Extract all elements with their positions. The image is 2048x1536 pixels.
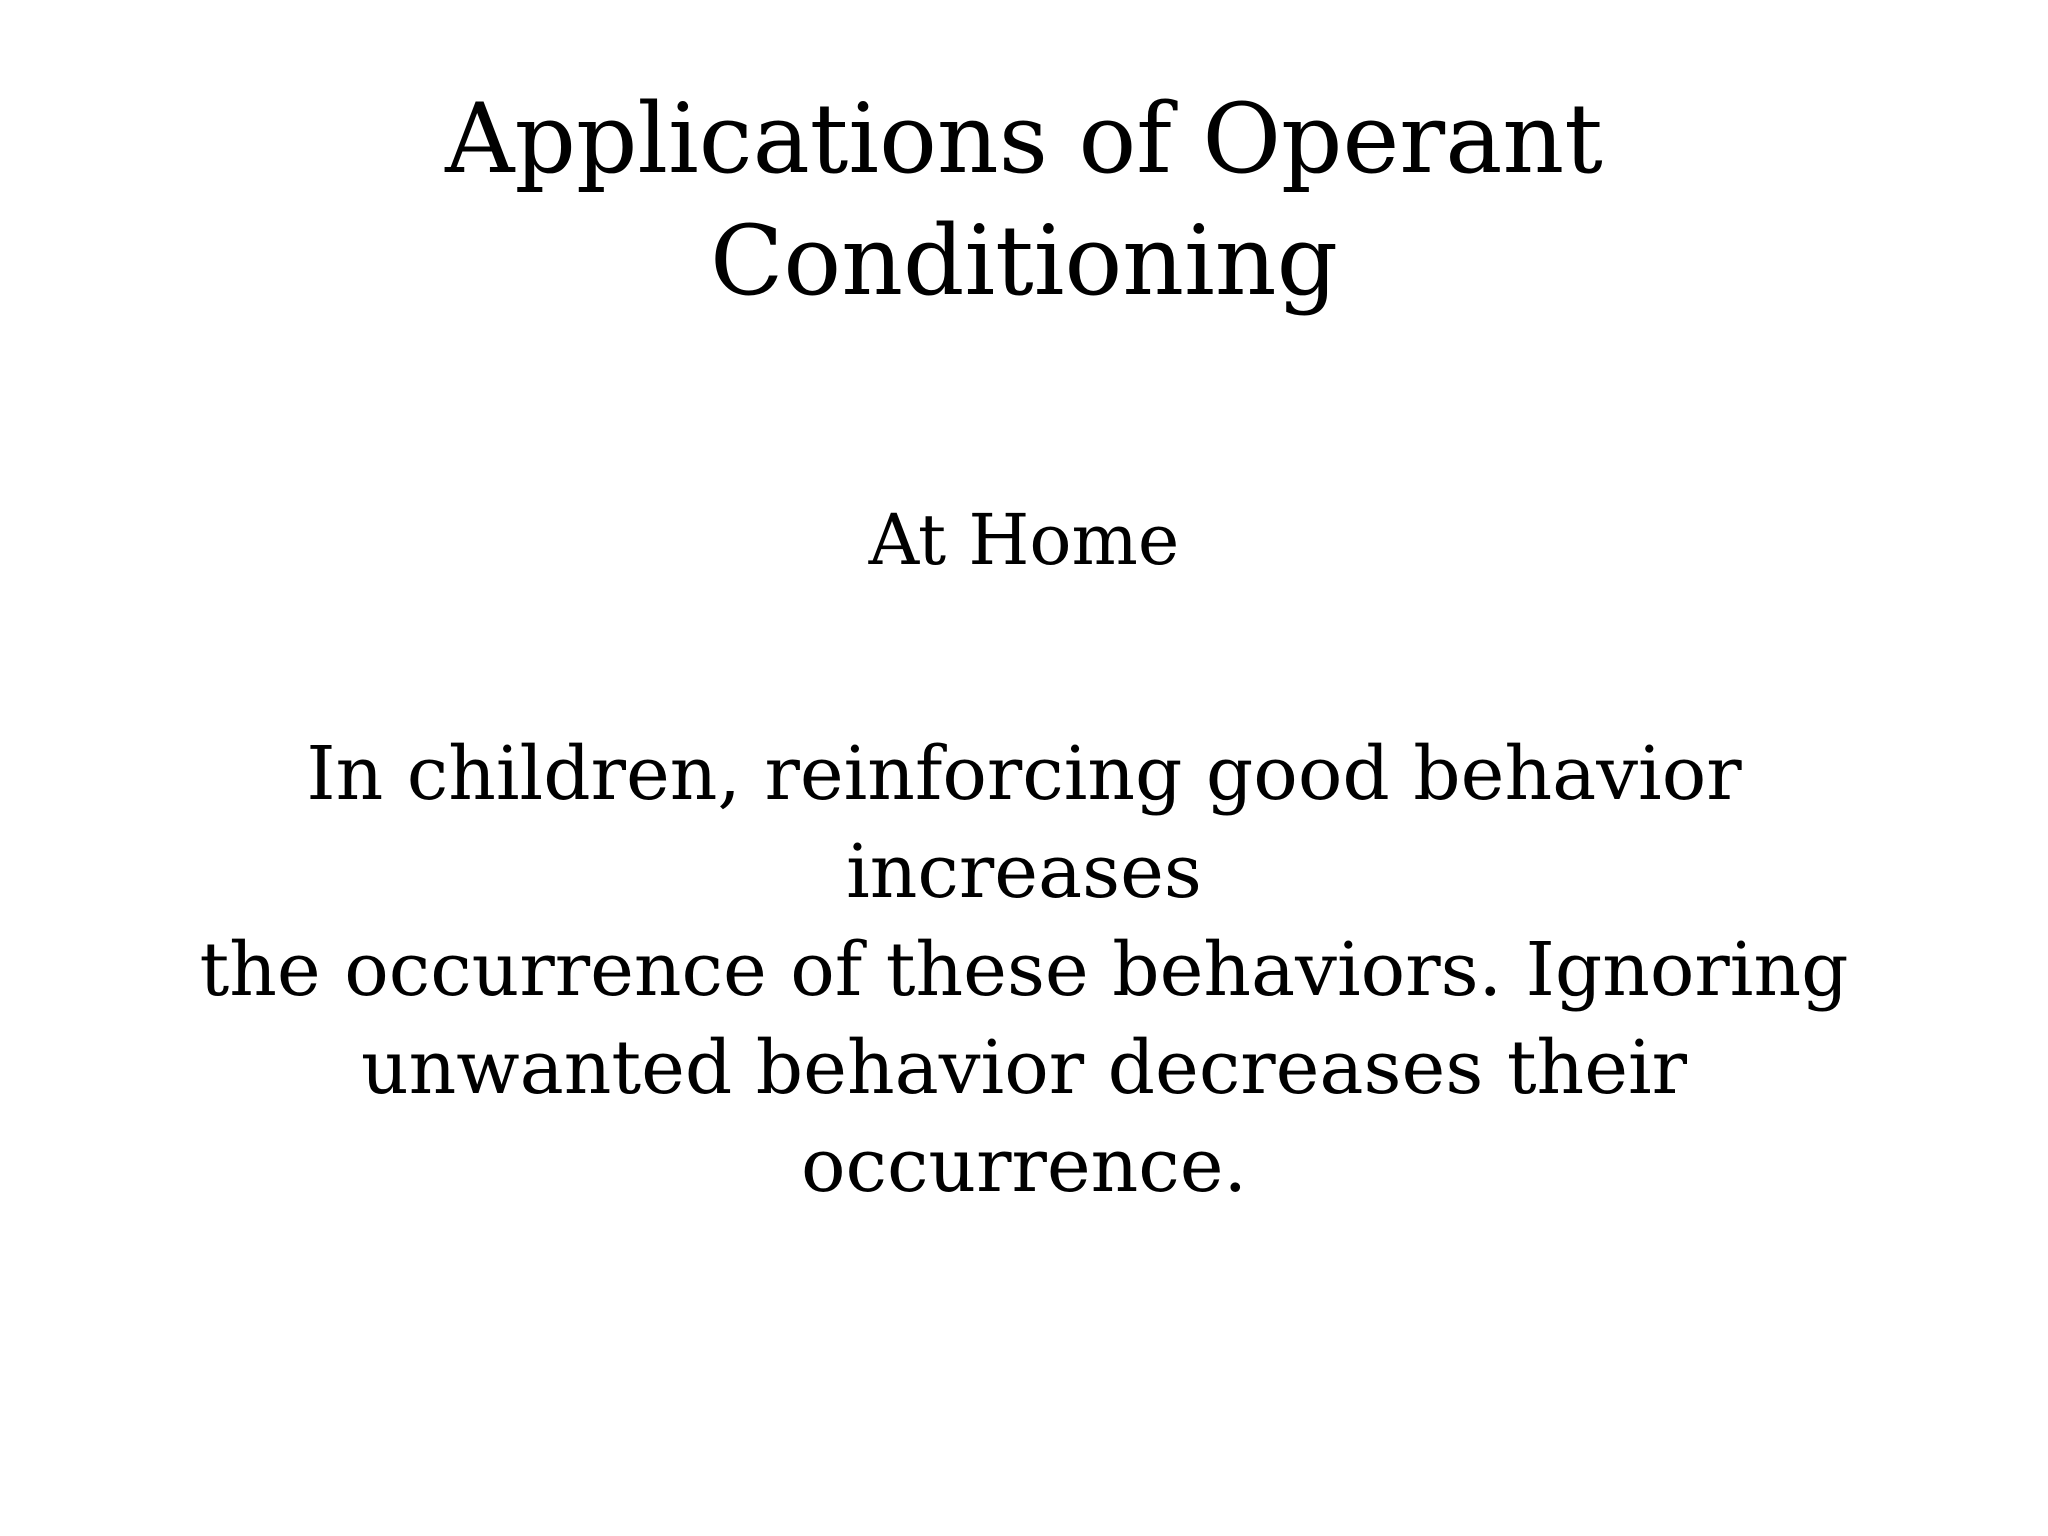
slide-title [0, 78, 2048, 322]
body-paragraph [160, 725, 1888, 1215]
body-line-3: unwanted behavior decreases their occurrence. [360, 1025, 1688, 1209]
body-line-1: In children, reinforcing good behavior increases [306, 731, 1742, 915]
title-line-2: Conditioning [709, 205, 1339, 317]
section-heading: At Home [868, 499, 1180, 581]
body-line-2: the occurrence of these behaviors. Ignoring [199, 927, 1849, 1013]
title-line-1: Applications of Operant [445, 83, 1603, 195]
